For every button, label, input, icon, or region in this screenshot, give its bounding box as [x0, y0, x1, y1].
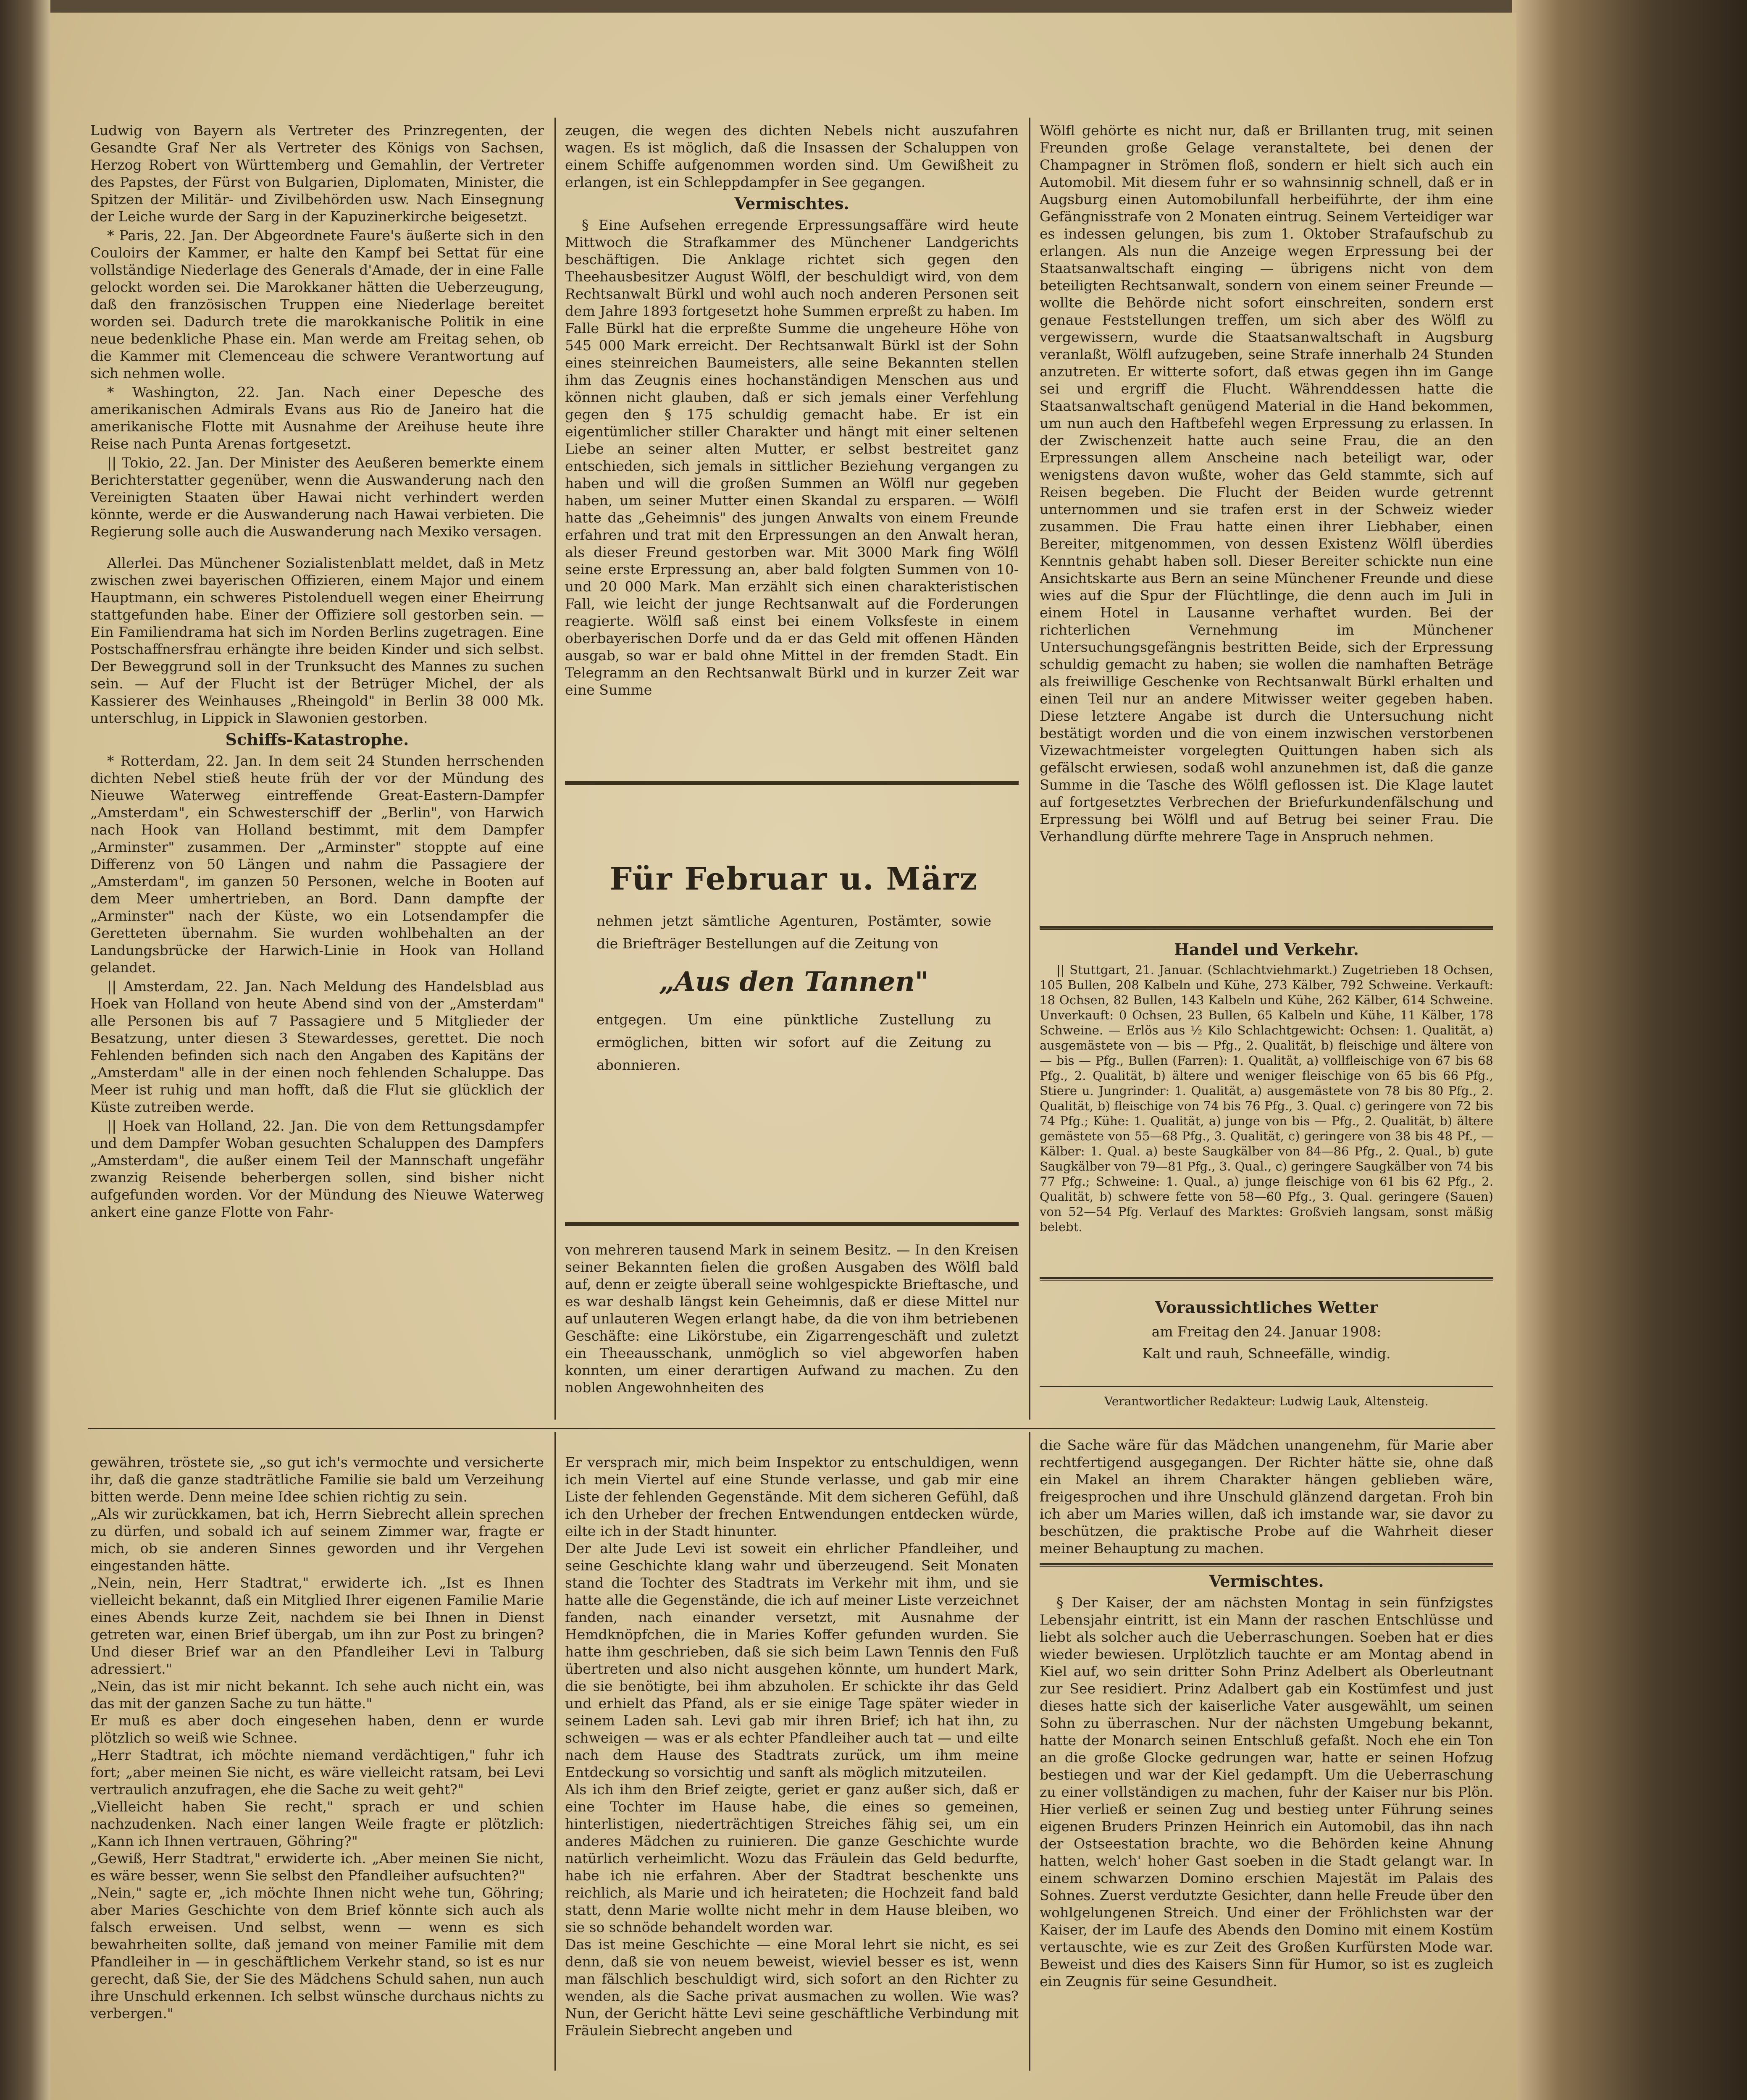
article-text: zeugen, die wegen des dichten Nebels nicht auszufahren wagen. Es ist möglich, daß die Insassen der Schaluppen von einem Schiffe aufgenommen worden sind. Um Gewißheit zu erlangen, ist ein Schleppdampfer in See gegangen. — [565, 122, 1019, 190]
article-kaiser: § Der Kaiser, der am nächsten Montag in sein fünfzigstes Lebensjahr eintritt, ist ein Mann der raschen Entschlüsse und liebt als solcher auch die Ueberraschungen. Soeben hat er dies wieder bewiesen. Urplötzlich tauchte er am Montag abend in Kiel auf, wo sein dritter Sohn Prinz Adelbert als Oberleutnant zur See residiert. Prinz Adalbert gab ein Kostümfest und just dieses hatte sich der kaiserliche Vater ausgewählt, um seinen Sohn zu überraschen. Nur der nächsten Umgebung bekannt, hatte der Monarch seinen Entschluß gefaßt. Noch ehe ein Ton an die große Glocke gedrungen war, hatte er seinen Hofzug bestiegen und war der Kiel gedampft. Um die Ueberraschung zu einer vollständigen zu machen, fuhr der Kaiser nur bis Plön. Hier verließ er seinen Zug und bestieg unter Führung seines eigenen Bruders Prinzen Heinrich ein Automobil, das ihn nach der Ostseestation brachte, wo die Behörden keine Ahnung hatten, welch' hoher Gast soeben in die Stadt gelangt war. In einem schwarzen Domino erschien Majestät im Palais des Sohnes. Zuerst verdutzte Gesichter, dann helle Freude über den wohlgelungenen Streich. Und einer der Fröhlichsten war der Kaiser, der im Laufe des Abends den Domino mit einem Kostüm vertauschte, wie es zur Zeit des Großen Kurfürsten Mode war. Beweist und dies des Kaisers Sinn für Humor, so ist es zugleich ein Zeugnis für seine Gesundheit. — [1040, 1594, 1493, 1990]
section-heading-misc: Vermischtes. — [734, 194, 849, 213]
section-heading-trade: Handel und Verkehr. — [1174, 940, 1359, 959]
article-washington: * Washington, 22. Jan. Nach einer Depesche des amerikanischen Admirals Evans aus Rio de Janeiro hat die amerikanische Flotte mit Ausnahme der Areihuse heute ihre Reise nach Punta Arenas fortgesetzt. — [90, 384, 544, 452]
serial-story-column-3 — [1040, 1436, 1493, 2066]
article-text: Wölfl gehörte es nicht nur, daß er Brillanten trug, mit seinen Freunden große Gelage veranstaltete, bei denen der Champagner in Strömen floß, sondern er hielt sich auch ein Automobil. Mit diesem fuhr er so wahnsinnig schnell, daß er in Augsburg einen Automobilunfall herbeiführte, der ihm eine Gefängnisstrafe von 2 Monaten eintrug. Seinem Verteidiger war es indessen gelungen, bis zum 1. Oktober Strafaufschub zu erlangen. Als nun die Anzeige wegen Erpressung bei der Staatsanwaltschaft einging — übrigens nicht von dem beteiligten Rechtsanwalt, sondern von einem seiner Freunde — wollte die Behörde nicht sofort einschreiten, sondern erst genaue Feststellungen treffen, um sich aber des Wölfl zu vergewissern, wurde die Staatsanwaltschaft in Augsburg veranlaßt, Wölfl aufzugeben, seine Strafe innerhalb 24 Stunden anzutreten. Er witterte sofort, daß etwas gegen ihn im Gange sei und ergriff die Flucht. Währenddessen hatte die Staatsanwaltschaft genügend Material in die Hand bekommen, um nun auch den Haftbefehl wegen Erpressung zu erlassen. In der Zwischenzeit hatte auch seine Frau, die an den Erpressungen allem Anscheine nach beteiligt war, oder wenigstens davon wußte, woher das Geld stammte, sich auf Reisen begeben. Die Flucht der Beiden wurde getrennt unternommen und sie trafen erst in der Schweiz wieder zusammen. Die Frau hatte einen ihrer Liebhaber, einen Bereiter, mitgenommen, von dessen Existenz Wölfl überdies Kenntnis gehabt haben soll. Dieser Bereiter schickte nun eine Ansichtskarte aus Bern an seine Münchener Freunde und diese wies auf die Spur der Flüchtlinge, die denn auch im Juli in einem Hotel in Lausanne verhaftet wurden. Bei der richterlichen Vernehmung im Münchener Untersuchungsgefängnis bestritten Beide, sich der Erpressung schuldig gemacht zu haben; sie wollen die namhaften Beträge als freiwillige Geschenke von Rechtsanwalt Bürkl erhalten und einen Teil nur an andere Mitwisser weiter gegeben haben. Diese letztere Angabe ist durch die Untersuchung nicht bestätigt worden und die von einem inzwischen verstorbenen Vizewachtmeister vorgelegten Quittungen haben sich als gefälscht erwiesen, sodaß wohl anzunehmen ist, daß die ganze Summe in die Tasche des Wölfl geflossen ist. Die Klage lautet auf fortgesetztes Verbrechen der Briefurkundenfälschung und Erpressung bei Wölfl und auf Betrug bei seiner Frau. Die Verhandlung dürfte mehrere Tage in Anspruch nehmen. — [1040, 122, 1493, 845]
advert-body-2: entgegen. Um eine pünktliche Zustellung zu ermöglichen, bitten wir sofort auf die Zeitung zu abonnieren. — [596, 1011, 991, 1073]
advert-body: nehmen jetzt sämtliche Agenturen, Postämter, sowie die Briefträger Bestellungen auf die Zeitung von — [596, 913, 991, 952]
column-2-continued — [565, 1241, 1019, 1426]
newspaper-page — [50, 13, 1516, 2100]
weather-forecast: Kalt und rauh, Schneefälle, windig. — [1142, 1345, 1391, 1362]
article-tokio: || Tokio, 22. Jan. Der Minister des Aeußeren bemerkte einem Berichterstatter gegenüber, wenn die Auswanderung nach den Vereinigten Staaten über Hawai nicht verhindert werden könnte, werde er die Auswanderung nach Hawai verbieten. Die Regierung solle auch die Auswanderung nach Mexiko versagen. — [90, 454, 544, 540]
advert-title: Für Februar u. März — [609, 861, 978, 897]
serial-story-column-2 — [565, 1436, 1019, 2066]
ad-rule-top — [565, 781, 1019, 785]
article-hoek: || Hoek van Holland, 22. Jan. Die von dem Rettungsdampfer und dem Dampfer Woban gesuchten Schaluppen des Dampfers „Amsterdam", die außer einem Teil der Mannschaft ungefähr zwanzig Reisende beherbergen sollen, sind bisher nicht aufgefunden worden. Vor der Mündung des Nieuwe Waterweg ankert eine ganze Flotte von Fahr- — [90, 1118, 544, 1220]
section-rule — [1040, 926, 1493, 930]
story-text: die Sache wäre für das Mädchen unangenehm, für Marie aber rechtfertigend ausgegangen. Der Richter hätte sie, ohne daß ein Makel an ihrem Charakter hängen geblieben wäre, freigesprochen und ihre Unschuld glänzend dargetan. Froh bin ich aber um Maries willen, daß ich imstande war, sie davor zu beschützen, die praktische Probe auf die Wahrheit dieser meiner Behauptung zu machen. — [1040, 1437, 1493, 1557]
story-text: Er versprach mir, mich beim Inspektor zu entschuldigen, wenn ich mein Viertel auf eine Stunde verlasse, und gab mir eine Liste der fehlenden Gegenstände. Mit dem sicheren Gefühl, daß ich den Urheber der frechen Entwendungen entdecken würde, eilte ich in der Stadt hinunter. Der alte Jude Levi ist soweit ein ehrlicher Pfandleiher, und seine Geschichte klang wahr und überzeugend. Seit Monaten stand die Tochter des Stadtrats im Verkehr mit ihm, und sie hatte alle die Gegenstände, die ich auf meiner Liste verzeichnet fanden, nach einander versetzt, mit Ausnahme der Hemdknöpfchen, die in Maries Koffer gefunden wurden. Sie hatte ihm geschrieben, daß sie sich beim Lawn Tennis den Fuß übertreten und also nicht ausgehen könnte, um hundert Mark, die sie benötigte, bei ihm abzuholen. Er schickte ihr das Geld und erhielt das Pfand, als er sie einige Tage später wieder in seinem Laden sah. Levi gab mir ihren Brief; ich hat ihn, zu schweigen — was er als echter Pfandleiher auch tat — und eilte nach dem Hause des Stadtrats zurück, um ihm meine Entdeckung so vorsichtig und sanft als möglich mitzuteilen. Als ich ihm den Brief zeigte, geriet er ganz außer sich, daß er eine Tochter im Hause habe, die eines so gemeinen, hinterlistigen, niederträchtigen Streiches fähig sei, um ein anderes Mädchen zu ruinieren. Die ganze Geschichte wurde natürlich verheimlicht. Wozu das Fräulein das Geld bedurfte, habe ich nie erfahren. Aber der Stadtrat beschenkte uns reichlich, als Marie und ich heirateten; die Hochzeit fand bald statt, denn Marie wollte nicht mehr in dem Hause bleiben, wo sie so schnöde behandelt worden war. Das ist meine Geschichte — eine Moral lehrt sie nicht, es sei denn, daß sie von neuem beweist, wieviel besser es ist, wenn man fälschlich beschuldigt wird, sich sofort an den Richter zu wenden, als die Sache privat ausmachen zu wollen. Wie was? Nun, der Gericht hätte Levi seine geschäftliche Verbindung mit Fräulein Siebrecht angeben und — [565, 1454, 1019, 2039]
column-rule — [1029, 118, 1030, 1420]
book-page-edges-right — [1512, 0, 1747, 2100]
article-allerlei: Allerlei. Das Münchener Sozialistenblatt meldet, daß in Metz zwischen zwei bayerischen Offizieren, einem Major und einem Hauptmann, ein schweres Pistolenduell wegen einer Eheirrung stattgefunden habe. Einer der Offiziere soll gestorben sein. — Ein Familiendrama hat sich im Norden Berlins zugetragen. Eine Postschaffnersfrau erhängte ihre beiden Kinder und sich selbst. Der Beweggrund soll in der Trunksucht des Mannes zu suchen sein. — Auf der Flucht ist der Betrüger Michel, der als Kassierer des Weinhauses „Rheingold" in Berlin 38 000 Mk. unterschlug, in Lippick in Slawonien gestorben. — [90, 555, 544, 726]
article-paris: * Paris, 22. Jan. Der Abgeordnete Faure's äußerte sich in den Couloirs der Kammer, er halte den Kampf bei Settat für eine vollständige Niederlage des Generals d'Amade, der in eine Falle gelockt worden sei. Die Marokkaner hätten die Ueberzeugung, daß den französischen Truppen eine Niederlage bereitet worden sei. Dadurch trete die marokkanische Politik in eine neue bedenkliche Phase ein. Man werde am Freitag sehen, ob die Kammer mit Clemenceau die schwere Verantwortung auf sich nehmen wolle. — [90, 227, 544, 381]
section-rule — [1040, 1277, 1493, 1281]
column-rule — [1029, 1432, 1030, 2071]
section-rule — [1040, 1386, 1493, 1387]
article-rotterdam: * Rotterdam, 22. Jan. In dem seit 24 Stunden herrschenden dichten Nebel stieß heute früh der vor der Mündung des Nieuwe Waterweg eintreffende Great-Eastern-Dampfer „Amsterdam", ein Schwesterschiff der „Berlin", von Harwich nach Hook van Holland bestimmt, mit dem Dampfer „Arminster" zusammen. Der „Arminster" stoppte auf eine Differenz von 50 Längen und nahm die Passagiere der „Amsterdam", im ganzen 50 Personen, welche in Booten auf dem Meer umhertrieben, an Bord. Dann dampfte der „Arminster" nach der Küste, wo ein Lotsendampfer die Geretteten übernahm. Sie wurden wohlbehalten an der Landungsbrücke der Harwich-Linie in Hook van Holland gelandet. — [90, 753, 544, 976]
story-text: gewähren, tröstete sie, „so gut ich's vermochte und versicherte ihr, daß die ganze stadträtliche Familie sie bald um Verzeihung bitten werde. Denn meine Idee schien richtig zu sein. „Als wir zurückkamen, bat ich, Herrn Siebrecht allein sprechen zu dürfen, und sobald ich auf seinem Zimmer war, fragte er mich, ob sie anderen Sinnes geworden und ihr Vergehen eingestanden hätte. „Nein, nein, Herr Stadtrat," erwiderte ich. „Ist es Ihnen vielleicht bekannt, daß ein Mitglied Ihrer eigenen Familie Marie eines Abends kurze Zeit, nachdem sie bei Ihnen in Dienst getreten war, einen Brief übergab, um ihn zur Post zu bringen? Und dieser Brief war an den Pfandleiher Levi in Talburg adressiert." „Nein, das ist mir nicht bekannt. Ich sehe auch nicht ein, was das mit der ganzen Sache zu tun hätte." Er muß es aber doch eingesehen haben, denn er wurde plötzlich so weiß wie Schnee. „Herr Stadtrat, ich möchte niemand verdächtigen," fuhr ich fort; „aber meinen Sie nicht, es wäre vielleicht ratsam, bei Levi vertraulich anzufragen, ehe die Sache zu weit geht?" „Vielleicht haben Sie recht," sprach er und schien nachzudenken. Nach einer langen Weile fragte er plötzlich: „Kann ich Ihnen vertrauen, Göhring?" „Gewiß, Herr Stadtrat," erwiderte ich. „Aber meinen Sie nicht, es wäre besser, wenn Sie selbst den Pfandleiher aufsuchten?" „Nein," sagte er, „ich möchte Ihnen nicht wehe tun, Göhring; aber Maries Geschichte von dem Brief könnte sich auch als falsch erweisen. Und selbst, wenn — wenn es sich bewahrheiten sollte, daß jemand von meiner Familie mit dem Pfandleiher in — in geschäftlichem Verkehr stand, so ist es nur gerecht, daß Sie, der Sie des Mädchens Schuld sahen, nun auch ihre Unschuld erkennen. Ich selbst wünsche durchaus nichts zu verbergen." — [90, 1454, 544, 2021]
article-text: Ludwig von Bayern als Vertreter des Prinzregenten, der Gesandte Graf Ner als Vertreter des Königs von Sachsen, Herzog Robert von Württemberg und Gemahlin, der Vertreter des Papstes, der Fürst von Bulgarien, Diplomaten, Minister, die Spitzen der Militär- und Zivilbehörden usw. Nach Einsegnung der Leiche wurde der Sarg in der Kapuzinerkirche beigesetzt. — [90, 122, 544, 225]
column-rule — [554, 118, 556, 1420]
article-text: von mehreren tausend Mark in seinem Besitz. — In den Kreisen seiner Bekannten fielen die großen Ausgaben des Wölfl bald auf, denn er zeigte überall seine wohlgespickte Brieftasche, und es war deshalb längst kein Geheimnis, daß er diese Mittel nur auf unlauteren Wegen erlangt habe, da die von ihm betriebenen Geschäfte: eine Likörstube, ein Zigarrengeschäft und zuletzt ein Theeausschank, unmöglich so viel abgeworfen haben konnten, um einer derartigen Aufwand zu machen. Zu den noblen Angewohnheiten des — [565, 1242, 1019, 1396]
book-binding-left — [0, 0, 50, 2100]
trade-section — [1040, 937, 1493, 1273]
feuilleton-rule — [88, 1428, 1495, 1429]
weather-date: am Freitag den 24. Januar 1908: — [1151, 1323, 1382, 1340]
subscription-advert — [596, 861, 991, 1076]
column-2 — [565, 122, 1019, 773]
ad-rule-bottom — [565, 1222, 1019, 1226]
column-3 — [1040, 122, 1493, 920]
column-rule — [554, 1432, 556, 2071]
column-1 — [90, 122, 544, 1415]
section-rule — [1040, 1563, 1493, 1567]
section-heading-ship: Schiffs-Katastrophe. — [225, 730, 409, 749]
section-heading-misc-2: Vermischtes. — [1209, 1572, 1324, 1591]
market-report: || Stuttgart, 21. Januar. (Schlachtviehmarkt.) Zugetrieben 18 Ochsen, 105 Bullen, 208 Kalbeln und Kühe, 273 Kälber, 792 Schweine. Verkauft: 18 Ochsen, 82 Bullen, 143 Kalbeln und Kühe, 262 Kälber, 614 Schweine. Unverkauft: 0 Ochsen, 23 Bullen, 65 Kalbeln und Kühe, 11 Kälber, 178 Schweine. — Erlös aus ½ Kilo Schlachtgewicht: Ochsen: 1. Qualität, a) ausgemästete von — bis — Pfg., 2. Qualität, b) fleischige und ältere von — bis — Pfg., Bullen (Farren): 1. Qualität, a) vollfleischige von 67 bis 68 Pfg., 2. Qualität, b) ältere und weniger fleischige von 65 bis 66 Pfg., Stiere u. Jungrinder: 1. Qualität, a) ausgemästete von 78 bis 80 Pfg., 2. Qualität, b) fleischige von 74 bis 76 Pfg., 3. Qual. c) geringere von 72 bis 74 Pfg.; Kühe: 1. Qualität, a) junge von bis — Pfg., 2. Qualität, b) ältere gemästete von 55—68 Pfg., 3. Qualität, c) geringere von 38 bis 48 Pf., — Kälber: 1. Qual. a) beste Saugkälber von 84—86 Pfg., 2. Qual., b) gute Saugkälber von 79—81 Pfg., 3. Qual., c) geringere Saugkälber von 74 bis 77 Pfg.; Schweine: 1. Qual., a) junge fleischige von 61 bis 62 Pfg., 2. Qualität, b) schwere fette von 58—60 Pfg., 3. Qual. geringere (Sauen) von 52—54 Pfg. Verlauf des Marktes: Großvieh langsam, sonst mäßig belebt. — [1040, 963, 1493, 1234]
weather-heading: Voraussichtliches Wetter — [1155, 1298, 1378, 1317]
advert-newspaper-name: „Aus den Tannen" — [659, 966, 929, 998]
article-erpressung: § Eine Aufsehen erregende Erpressungsaffäre wird heute Mittwoch die Strafkammer des Münchener Landgerichts beschäftigen. Die Anklage richtet sich gegen den Theehausbesitzer August Wölfl, der beschuldigt wird, von dem Rechtsanwalt Bürkl und wohl auch noch anderen Personen seit dem Jahre 1893 fortgesetzt hohe Summen erpreßt zu haben. Im Falle Bürkl hat die erpreßte Summe die ungeheure Höhe von 545 000 Mark erreicht. Der Rechtsanwalt Bürkl ist der Sohn eines steinreichen Baumeisters, alle seine Bekannten stellen ihm das Zeugnis eines hochanständigen Menschen aus und können nicht glauben, daß er sich jemals einer Verfehlung gegen den § 175 schuldig gemacht habe. Er ist ein eigentümlicher stiller Charakter und hängt mit einer seltenen Liebe an seiner alten Mutter, er selbst bestreitet ganz entschieden, sich jemals in sittlicher Beziehung vergangen zu haben und will die großen Summen an Wölfl nur gegeben haben, um seiner Mutter einen Skandal zu ersparen. — Wölfl hatte das „Geheimnis" des jungen Anwalts von einem Freunde erfahren und trat mit den Erpressungen an den Anwalt heran, als dieser Freund gestorben war. Mit 3000 Mark fing Wölfl seine erste Erpressung an, aber bald folgten Summen von 10- und 20 000 Mark. Man erzählt sich einen charakteristischen Fall, wie leicht der junge Rechtsanwalt auf die Forderungen reagierte. Wölfl saß einst bei einem Volksfeste in einem oberbayerischen Dorfe und da er das Geld mit offenen Händen ausgab, so war er bald ohne Mittel in der fremden Stadt. Ein Telegramm an den Rechtsanwalt Bürkl und in kurzer Zeit war eine Summe — [565, 217, 1019, 698]
imprint-editor: Verantwortlicher Redakteur: Ludwig Lauk, Altensteig. — [1104, 1394, 1429, 1408]
serial-story-column-1 — [90, 1436, 544, 2066]
weather-box — [1040, 1294, 1493, 1365]
article-amsterdam: || Amsterdam, 22. Jan. Nach Meldung des Handelsblad aus Hoek van Holland von heute Abend sind von der „Amsterdam" alle Personen bis auf 7 Passagiere und 5 Mitglieder der Besatzung, unter diesen 3 Stewardesses, gerettet. Die noch Fehlenden befinden sich nach den Angaben des Kapitäns der „Amsterdam" alle in der einen noch fehlenden Schaluppe. Das Meer ist ruhig und man hofft, daß die Flut sie glücklich der Küste zutreiben werde. — [90, 978, 544, 1115]
